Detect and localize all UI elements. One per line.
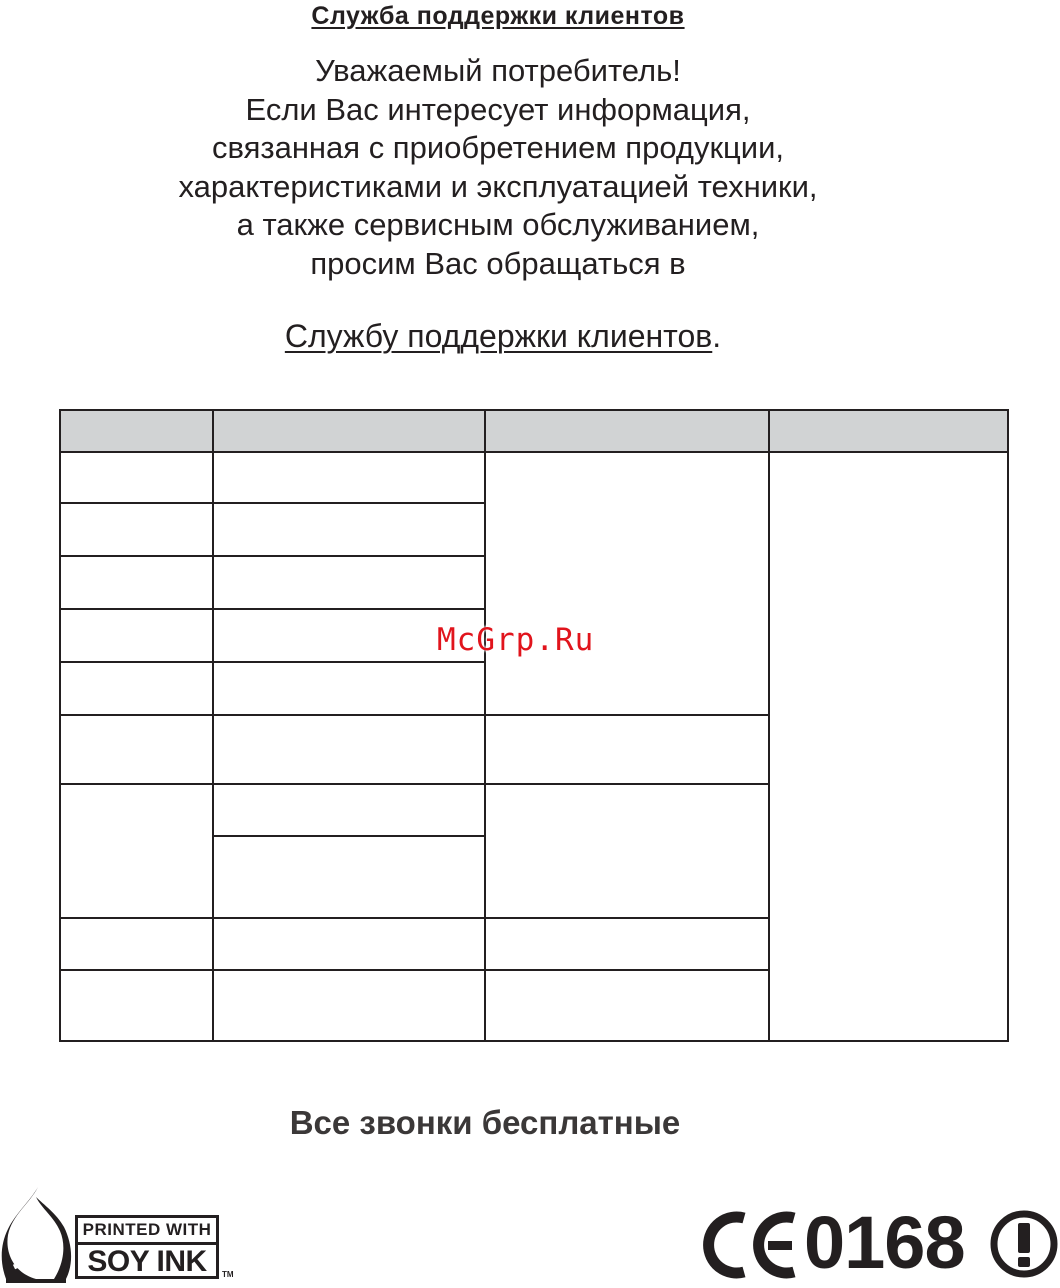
alert-exclamation-icon xyxy=(990,1210,1058,1278)
contact-line xyxy=(0,318,1006,355)
trademark-text: TM xyxy=(222,1270,234,1279)
greeting-line: Если Вас интересует информация, xyxy=(245,91,751,127)
free-calls-note: Все звонки бесплатные xyxy=(289,1104,681,1141)
page-title: Служба поддержки клиентов xyxy=(311,2,685,30)
support-service-link[interactable]: Службу поддержки клиентов xyxy=(284,318,713,354)
greeting-line: а также сервисным обслуживанием, xyxy=(236,207,760,242)
certification-number: 0168 xyxy=(804,1201,965,1284)
table-header-row xyxy=(60,410,1009,451)
watermark-text: McGrp.Ru xyxy=(437,622,595,658)
greeting-line: Уважаемый потребитель! xyxy=(315,53,681,88)
greeting-line: характеристиками и эксплуатацией техники, xyxy=(178,168,818,204)
soy-ink-badge xyxy=(75,1215,219,1279)
soy-ink-top-text: PRINTED WITH xyxy=(78,1218,216,1245)
greeting-block xyxy=(0,52,996,283)
greeting-line: просим Вас обращаться в xyxy=(310,245,686,281)
soy-ink-bottom-text: SOY INK xyxy=(87,1245,207,1278)
ce-mark-icon xyxy=(694,1210,800,1280)
contact-suffix: . xyxy=(712,318,722,354)
greeting-line: связанная с приобретением продукции, xyxy=(211,130,785,165)
